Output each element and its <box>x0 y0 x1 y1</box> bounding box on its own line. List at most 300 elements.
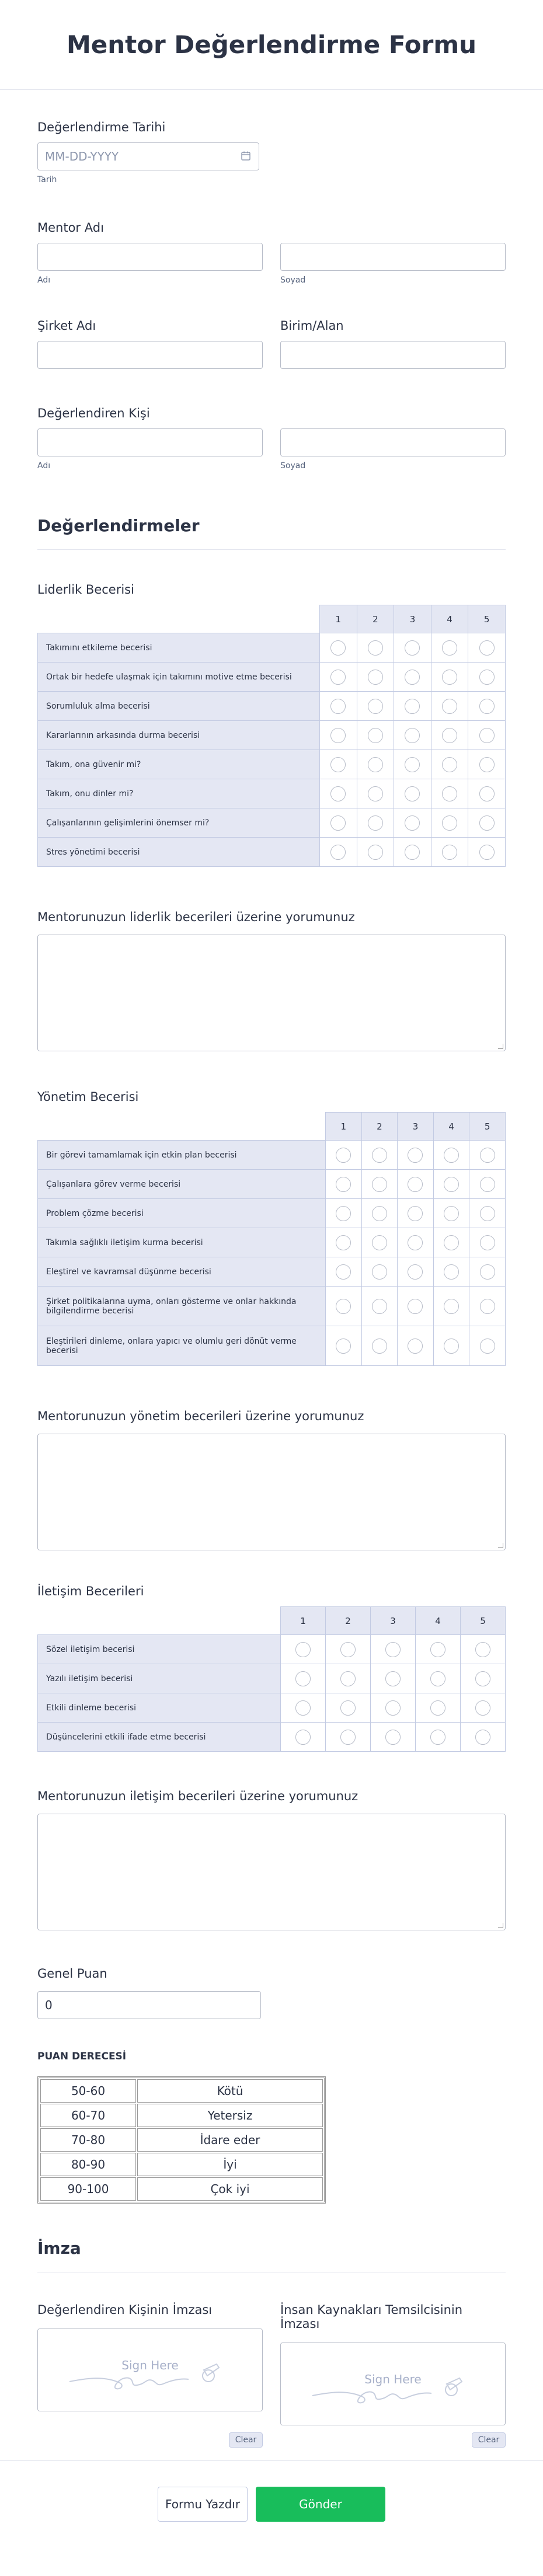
matrix-row <box>38 1723 506 1752</box>
score-range: 80-90 <box>40 2153 136 2176</box>
rating-radio[interactable] <box>368 728 383 743</box>
rating-radio[interactable] <box>405 757 420 772</box>
rating-radio[interactable] <box>479 757 495 772</box>
rating-radio[interactable] <box>368 845 383 860</box>
matrix-cell <box>433 1228 469 1257</box>
matrix-cell <box>398 1228 434 1257</box>
matrix-cell <box>357 721 394 750</box>
rating-radio[interactable] <box>408 1338 423 1354</box>
management-title: Yönetim Becerisi <box>37 1090 139 1104</box>
overall-group <box>37 1967 506 2019</box>
matrix-row <box>38 1287 506 1326</box>
matrix-column-header: 1 <box>281 1607 326 1635</box>
score-range: 50-60 <box>40 2079 136 2103</box>
matrix-cell <box>398 1199 434 1228</box>
rating-radio[interactable] <box>442 757 457 772</box>
matrix-cell <box>361 1326 398 1366</box>
hr-sign-here: Sign Here <box>364 2372 422 2386</box>
matrix-corner <box>38 1607 281 1635</box>
signature-group <box>37 2303 506 2445</box>
matrix-cell <box>320 779 357 808</box>
management-comment-group <box>37 1409 506 1550</box>
matrix-row-label: Takımla sağlıklı iletişim kurma becerisi <box>38 1228 326 1257</box>
rating-radio[interactable] <box>340 1700 356 1716</box>
matrix-row <box>38 1228 506 1257</box>
mentor-first-name-input[interactable] <box>37 243 263 271</box>
matrix-column-header: 5 <box>468 605 506 633</box>
date-input[interactable]: MM-DD-YYYY <box>37 142 259 170</box>
matrix-cell <box>461 1693 506 1723</box>
matrix-row-label: Düşüncelerini etkili ifade etme becerisi <box>38 1723 281 1752</box>
score-row <box>40 2079 323 2103</box>
matrix-cell <box>468 779 506 808</box>
rating-radio[interactable] <box>336 1264 351 1280</box>
matrix-row <box>38 633 506 663</box>
mentor-name-label: Mentor Adı <box>37 221 104 235</box>
matrix-row <box>38 692 506 721</box>
rating-radio[interactable] <box>368 699 383 714</box>
form-title: Mentor Değerlendirme Formu <box>66 30 477 59</box>
matrix-row-label: Bir görevi tamamlamak için etkin plan becerisi <box>38 1141 326 1170</box>
matrix-cell <box>398 1170 434 1199</box>
matrix-cell <box>357 808 394 838</box>
matrix-cell <box>320 692 357 721</box>
matrix-cell <box>416 1635 461 1664</box>
matrix-cell <box>394 750 431 779</box>
matrix-cell <box>394 808 431 838</box>
matrix-cell <box>433 1199 469 1228</box>
rating-radio[interactable] <box>295 1671 311 1686</box>
matrix-cell <box>326 1723 371 1752</box>
matrix-column-header: 5 <box>469 1113 506 1141</box>
rating-radio[interactable] <box>430 1642 445 1657</box>
matrix-row-label: Ortak bir hedefe ulaşmak için takımını motive etme becerisi <box>38 663 320 692</box>
matrix-cell <box>326 1635 371 1664</box>
evaluator-signature-label: Değerlendiren Kişinin İmzası <box>37 2303 213 2317</box>
matrix-cell <box>431 808 468 838</box>
rating-radio[interactable] <box>444 1177 459 1192</box>
rating-radio[interactable] <box>408 1235 423 1250</box>
matrix-row-label: Sorumluluk alma becerisi <box>38 692 320 721</box>
matrix-cell <box>468 663 506 692</box>
matrix-row-label: Sözel iletişim becerisi <box>38 1635 281 1664</box>
matrix-row-label: Etkili dinleme becerisi <box>38 1693 281 1723</box>
rating-radio[interactable] <box>442 699 457 714</box>
management-comment-textarea[interactable] <box>37 1434 506 1550</box>
matrix-cell <box>468 633 506 663</box>
mentor-last-name-input[interactable] <box>280 243 506 271</box>
leadership-comment-textarea[interactable] <box>37 935 506 1051</box>
matrix-cell <box>394 838 431 867</box>
rating-radio[interactable] <box>444 1338 459 1354</box>
score-scale-group <box>37 2051 506 2204</box>
evaluator-last-name-input[interactable] <box>280 428 506 456</box>
matrix-row-label: Takım, onu dinler mi? <box>38 779 320 808</box>
rating-radio[interactable] <box>475 1700 490 1716</box>
evaluator-signature-clear-button[interactable]: Clear <box>229 2432 263 2448</box>
rating-radio[interactable] <box>475 1642 490 1657</box>
rating-radio[interactable] <box>368 815 383 831</box>
matrix-cell <box>469 1228 506 1257</box>
matrix-cell <box>320 808 357 838</box>
rating-radio[interactable] <box>408 1148 423 1163</box>
matrix-cell <box>398 1257 434 1287</box>
rating-radio[interactable] <box>336 1338 351 1354</box>
rating-radio[interactable] <box>442 640 457 656</box>
rating-radio[interactable] <box>408 1206 423 1221</box>
signature-heading: İmza <box>37 2239 506 2272</box>
matrix-cell <box>394 779 431 808</box>
rating-radio[interactable] <box>480 1206 495 1221</box>
rating-radio[interactable] <box>336 1206 351 1221</box>
matrix-cell <box>326 1199 362 1228</box>
matrix-cell <box>371 1723 416 1752</box>
rating-radio[interactable] <box>336 1235 351 1250</box>
leadership-comment-label: Mentorunuzun liderlik becerileri üzerine yorumunuz <box>37 910 355 924</box>
matrix-cell <box>431 721 468 750</box>
matrix-corner <box>38 1113 326 1141</box>
matrix-cell <box>398 1287 434 1326</box>
matrix-row <box>38 1693 506 1723</box>
rating-radio[interactable] <box>385 1700 401 1716</box>
matrix-cell <box>326 1141 362 1170</box>
rating-radio[interactable] <box>405 728 420 743</box>
rating-radio[interactable] <box>372 1299 387 1314</box>
score-scale-title: PUAN DERECESİ <box>37 2051 127 2062</box>
rating-radio[interactable] <box>336 1177 351 1192</box>
matrix-cell <box>431 663 468 692</box>
rating-radio[interactable] <box>330 728 346 743</box>
matrix-cell <box>357 633 394 663</box>
matrix-row-label: Eleştirileri dinleme, onlara yapıcı ve olumlu geri dönüt verme becerisi <box>38 1326 326 1366</box>
matrix-cell <box>398 1326 434 1366</box>
matrix-cell <box>416 1723 461 1752</box>
matrix-cell <box>433 1170 469 1199</box>
matrix-row <box>38 838 506 867</box>
matrix-cell <box>320 838 357 867</box>
rating-radio[interactable] <box>475 1730 490 1745</box>
rating-radio[interactable] <box>430 1671 445 1686</box>
rating-radio[interactable] <box>368 757 383 772</box>
rating-radio[interactable] <box>480 1299 495 1314</box>
management-matrix <box>37 1112 506 1366</box>
matrix-cell <box>320 721 357 750</box>
matrix-cell <box>281 1693 326 1723</box>
matrix-column-header: 3 <box>371 1607 416 1635</box>
rating-radio[interactable] <box>444 1206 459 1221</box>
rating-radio[interactable] <box>372 1148 387 1163</box>
leadership-title: Liderlik Becerisi <box>37 583 134 597</box>
leadership-comment-group <box>37 910 506 1051</box>
mentor-name-group <box>37 221 506 285</box>
rating-radio[interactable] <box>330 757 346 772</box>
rating-radio[interactable] <box>295 1642 311 1657</box>
matrix-cell <box>371 1693 416 1723</box>
matrix-cell <box>361 1257 398 1287</box>
rating-radio[interactable] <box>442 786 457 801</box>
company-input[interactable] <box>37 341 263 369</box>
matrix-row-label: Yazılı iletişim becerisi <box>38 1664 281 1693</box>
rating-radio[interactable] <box>479 640 495 656</box>
score-range: 70-80 <box>40 2128 136 2152</box>
matrix-cell <box>416 1693 461 1723</box>
score-grade: İyi <box>137 2153 323 2176</box>
rating-radio[interactable] <box>430 1700 445 1716</box>
matrix-cell <box>431 633 468 663</box>
score-grade: İdare eder <box>137 2128 323 2152</box>
matrix-cell <box>468 721 506 750</box>
rating-radio[interactable] <box>340 1671 356 1686</box>
score-row <box>40 2104 323 2127</box>
matrix-row-label: Stres yönetimi becerisi <box>38 838 320 867</box>
company-label: Şirket Adı <box>37 319 96 333</box>
matrix-cell <box>469 1199 506 1228</box>
form-header <box>0 0 543 90</box>
matrix-cell <box>394 663 431 692</box>
calendar-icon[interactable] <box>241 151 251 161</box>
evaluator-last-name-sublabel: Soyad <box>280 461 306 470</box>
matrix-cell <box>469 1170 506 1199</box>
matrix-cell <box>281 1635 326 1664</box>
management-group <box>37 1090 506 1366</box>
matrix-cell <box>361 1287 398 1326</box>
score-range: 90-100 <box>40 2177 136 2201</box>
rating-radio[interactable] <box>408 1264 423 1280</box>
matrix-cell <box>326 1664 371 1693</box>
rating-radio[interactable] <box>385 1642 401 1657</box>
hr-signature-pad[interactable] <box>280 2343 506 2425</box>
matrix-cell <box>468 692 506 721</box>
overall-input[interactable]: 0 <box>37 1991 261 2019</box>
rating-radio[interactable] <box>442 728 457 743</box>
rating-radio[interactable] <box>405 815 420 831</box>
rating-radio[interactable] <box>385 1671 401 1686</box>
rating-radio[interactable] <box>480 1177 495 1192</box>
matrix-cell <box>433 1257 469 1287</box>
management-comment-label: Mentorunuzun yönetim becerileri üzerine yorumunuz <box>37 1409 364 1423</box>
hr-signature-label: İnsan Kaynakları Temsilcisinin İmzası <box>280 2303 463 2331</box>
matrix-corner <box>38 605 320 633</box>
matrix-column-header: 3 <box>394 605 431 633</box>
communication-matrix <box>37 1606 506 1752</box>
rating-radio[interactable] <box>442 670 457 685</box>
score-grade: Kötü <box>137 2079 323 2103</box>
rating-radio[interactable] <box>295 1730 311 1745</box>
rating-radio[interactable] <box>372 1177 387 1192</box>
matrix-row <box>38 808 506 838</box>
matrix-cell <box>431 692 468 721</box>
evaluator-label: Değerlendiren Kişi <box>37 406 150 420</box>
matrix-cell <box>326 1693 371 1723</box>
matrix-cell <box>398 1141 434 1170</box>
rating-radio[interactable] <box>368 640 383 656</box>
rating-radio[interactable] <box>295 1700 311 1716</box>
unit-input[interactable] <box>280 341 506 369</box>
rating-radio[interactable] <box>408 1177 423 1192</box>
rating-radio[interactable] <box>405 670 420 685</box>
communication-comment-group <box>37 1789 506 1930</box>
rating-radio[interactable] <box>372 1206 387 1221</box>
matrix-column-header: 3 <box>398 1113 434 1141</box>
rating-radio[interactable] <box>444 1148 459 1163</box>
rating-radio[interactable] <box>340 1642 356 1657</box>
rating-radio[interactable] <box>444 1299 459 1314</box>
matrix-column-header: 1 <box>320 605 357 633</box>
matrix-cell <box>326 1257 362 1287</box>
matrix-column-header: 4 <box>431 605 468 633</box>
rating-radio[interactable] <box>442 815 457 831</box>
mentor-first-name-sublabel: Adı <box>37 276 51 285</box>
matrix-cell <box>469 1287 506 1326</box>
matrix-row <box>38 1170 506 1199</box>
hr-signature-clear-button[interactable]: Clear <box>472 2432 506 2448</box>
rating-radio[interactable] <box>479 670 495 685</box>
matrix-column-header: 5 <box>461 1607 506 1635</box>
matrix-cell <box>469 1257 506 1287</box>
rating-radio[interactable] <box>405 845 420 860</box>
matrix-cell <box>326 1326 362 1366</box>
rating-radio[interactable] <box>330 670 346 685</box>
matrix-row <box>38 779 506 808</box>
communication-comment-label: Mentorunuzun iletişim becerileri üzerine yorumunuz <box>37 1789 358 1803</box>
matrix-cell <box>469 1326 506 1366</box>
matrix-cell <box>416 1664 461 1693</box>
unit-label: Birim/Alan <box>280 319 344 333</box>
rating-radio[interactable] <box>385 1730 401 1745</box>
rating-radio[interactable] <box>368 670 383 685</box>
matrix-cell <box>468 808 506 838</box>
rating-radio[interactable] <box>368 786 383 801</box>
mentor-last-name-sublabel: Soyad <box>280 276 306 285</box>
matrix-row <box>38 663 506 692</box>
score-row <box>40 2153 323 2176</box>
matrix-cell <box>433 1287 469 1326</box>
matrix-cell <box>394 721 431 750</box>
matrix-column-header: 1 <box>326 1113 362 1141</box>
matrix-column-header: 2 <box>326 1607 371 1635</box>
rating-radio[interactable] <box>408 1299 423 1314</box>
rating-radio[interactable] <box>330 845 346 860</box>
matrix-cell <box>281 1664 326 1693</box>
score-row <box>40 2128 323 2152</box>
matrix-cell <box>357 779 394 808</box>
date-field-group <box>37 120 506 184</box>
evaluator-first-name-input[interactable] <box>37 428 263 456</box>
matrix-row-label: Çalışanlarının gelişimlerini önemser mi? <box>38 808 320 838</box>
matrix-row-label: Eleştirel ve kavramsal düşünme becerisi <box>38 1257 326 1287</box>
rating-radio[interactable] <box>372 1338 387 1354</box>
matrix-cell <box>361 1141 398 1170</box>
evaluator-first-name-sublabel: Adı <box>37 461 51 470</box>
communication-group <box>37 1584 506 1752</box>
matrix-cell <box>357 750 394 779</box>
matrix-column-header: 2 <box>361 1113 398 1141</box>
rating-radio[interactable] <box>475 1671 490 1686</box>
rating-radio[interactable] <box>480 1235 495 1250</box>
rating-radio[interactable] <box>372 1264 387 1280</box>
rating-radio[interactable] <box>480 1338 495 1354</box>
matrix-row-label: Şirket politikalarına uyma, onları gösterme ve onlar hakkında bilgilendirme becerisi <box>38 1287 326 1326</box>
rating-radio[interactable] <box>330 786 346 801</box>
form-footer <box>0 2460 543 2547</box>
matrix-row-label: Çalışanlara görev verme becerisi <box>38 1170 326 1199</box>
matrix-cell <box>433 1326 469 1366</box>
rating-radio[interactable] <box>372 1235 387 1250</box>
rating-radio[interactable] <box>479 699 495 714</box>
rating-radio[interactable] <box>405 786 420 801</box>
score-range: 60-70 <box>40 2104 136 2127</box>
rating-radio[interactable] <box>405 699 420 714</box>
rating-radio[interactable] <box>479 728 495 743</box>
matrix-cell <box>461 1635 506 1664</box>
score-scale-table <box>37 2076 326 2204</box>
rating-radio[interactable] <box>330 699 346 714</box>
matrix-cell <box>326 1287 362 1326</box>
rating-radio[interactable] <box>444 1264 459 1280</box>
rating-radio[interactable] <box>444 1235 459 1250</box>
matrix-cell <box>361 1170 398 1199</box>
matrix-cell <box>461 1723 506 1752</box>
rating-radio[interactable] <box>330 640 346 656</box>
rating-radio[interactable] <box>405 640 420 656</box>
matrix-row-label: Problem çözme becerisi <box>38 1199 326 1228</box>
matrix-cell <box>468 838 506 867</box>
rating-radio[interactable] <box>330 815 346 831</box>
evaluations-heading: Değerlendirmeler <box>37 516 506 550</box>
matrix-row <box>38 1257 506 1287</box>
matrix-cell <box>394 633 431 663</box>
rating-radio[interactable] <box>480 1264 495 1280</box>
rating-radio[interactable] <box>442 845 457 860</box>
rating-radio[interactable] <box>479 815 495 831</box>
print-form-button[interactable]: Formu Yazdır <box>158 2487 248 2522</box>
matrix-row <box>38 1326 506 1366</box>
matrix-cell <box>461 1664 506 1693</box>
matrix-row-label: Takım, ona güvenir mi? <box>38 750 320 779</box>
communication-comment-textarea[interactable] <box>37 1814 506 1930</box>
rating-radio[interactable] <box>479 786 495 801</box>
matrix-cell <box>371 1664 416 1693</box>
rating-radio[interactable] <box>480 1148 495 1163</box>
matrix-cell <box>357 692 394 721</box>
overall-label: Genel Puan <box>37 1967 107 1981</box>
rating-radio[interactable] <box>340 1730 356 1745</box>
matrix-cell <box>320 663 357 692</box>
communication-title: İletişim Becerileri <box>37 1584 144 1598</box>
matrix-cell <box>468 750 506 779</box>
matrix-cell <box>433 1141 469 1170</box>
matrix-column-header: 2 <box>357 605 394 633</box>
matrix-cell <box>281 1723 326 1752</box>
matrix-row <box>38 721 506 750</box>
matrix-cell <box>320 750 357 779</box>
matrix-row <box>38 1635 506 1664</box>
matrix-cell <box>326 1170 362 1199</box>
rating-radio[interactable] <box>336 1148 351 1163</box>
matrix-cell <box>326 1228 362 1257</box>
evaluator-signature-pad[interactable] <box>37 2328 263 2411</box>
leadership-matrix <box>37 605 506 867</box>
score-row <box>40 2177 323 2201</box>
submit-button[interactable]: Gönder <box>256 2487 385 2522</box>
date-label: Değerlendirme Tarihi <box>37 120 166 134</box>
rating-radio[interactable] <box>336 1299 351 1314</box>
score-grade: Çok iyi <box>137 2177 323 2201</box>
rating-radio[interactable] <box>430 1730 445 1745</box>
company-unit-group <box>37 319 506 369</box>
matrix-cell <box>431 779 468 808</box>
rating-radio[interactable] <box>479 845 495 860</box>
